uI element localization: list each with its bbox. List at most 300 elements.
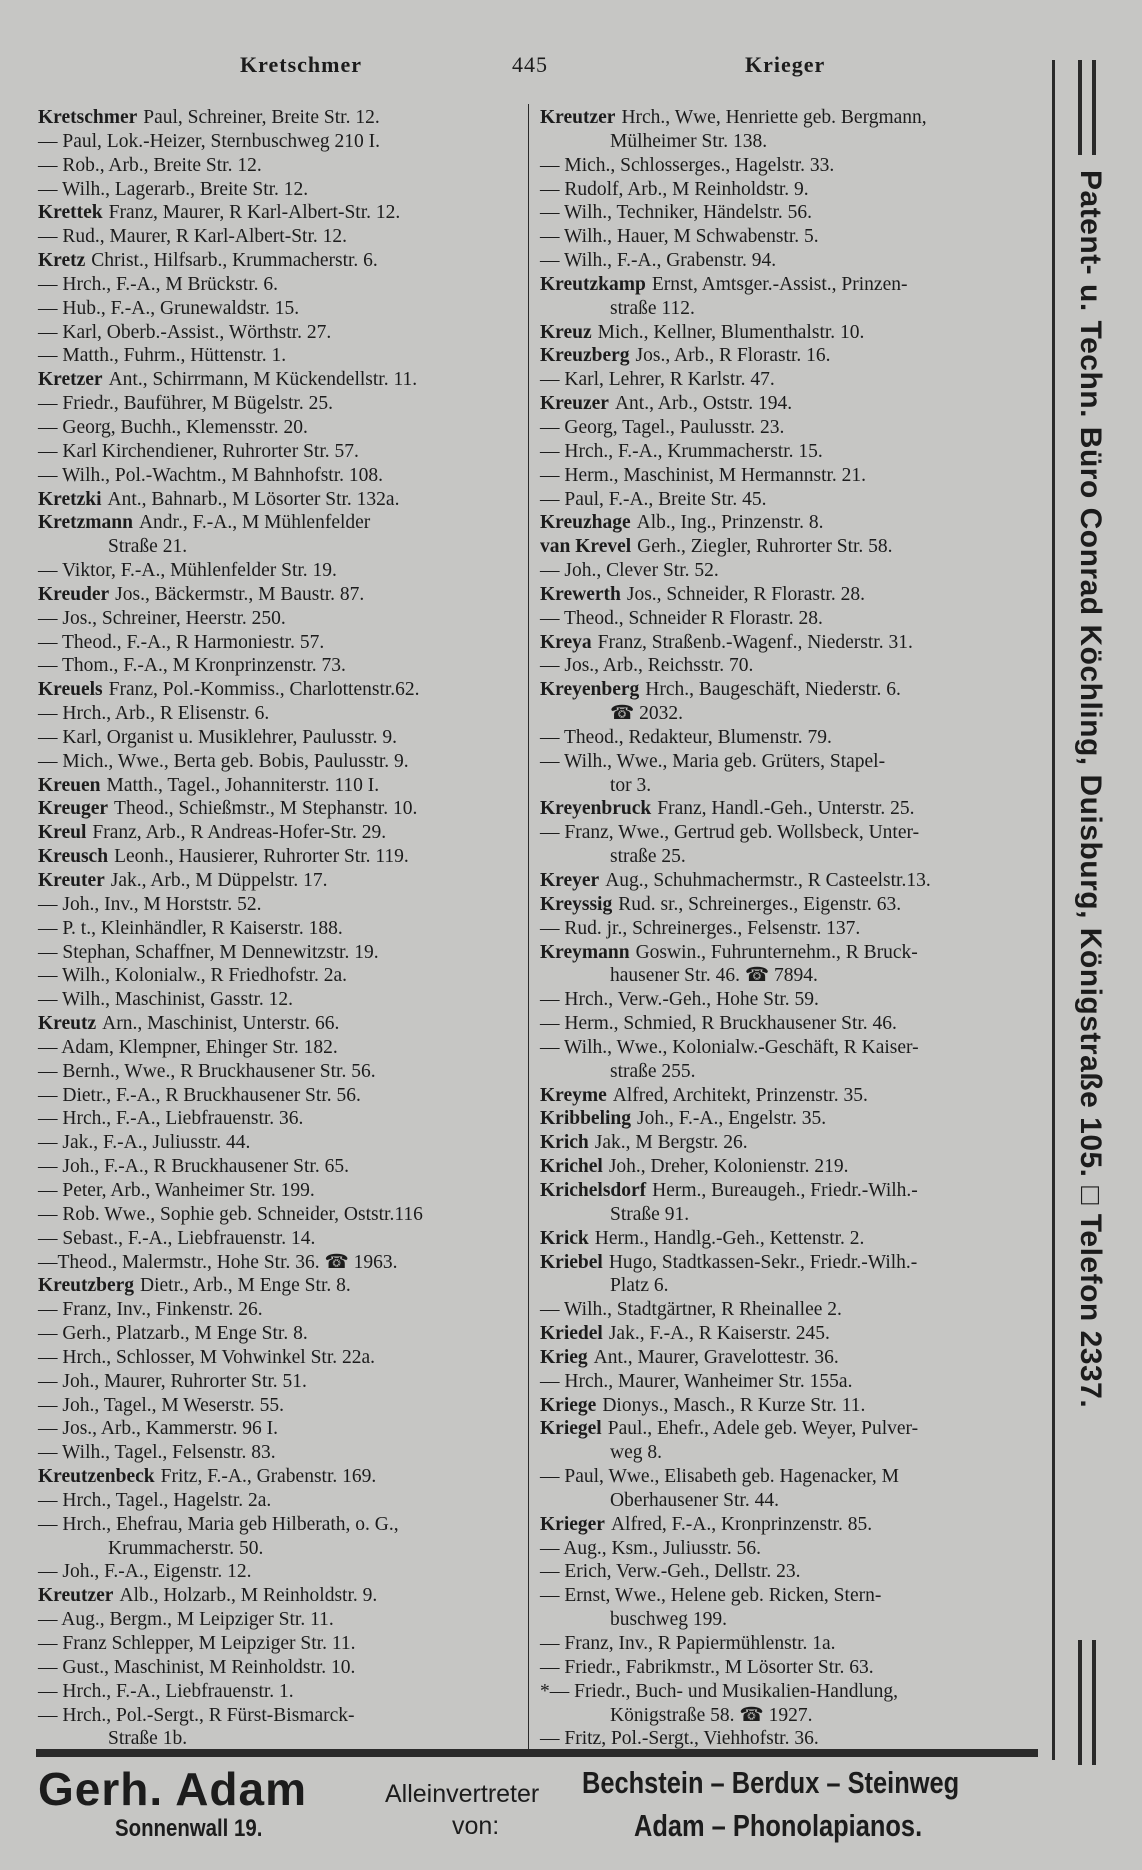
directory-entry: [540, 1513, 1030, 1537]
directory-entry: [540, 1227, 1030, 1251]
entry-text: Franz, Pol.-Kommiss., Charlottenstr.62.: [108, 679, 420, 701]
surname: Kreutz: [38, 1013, 97, 1035]
entry-text: — Karl, Organist u. Musiklehrer, Paulusstr. 9.: [38, 726, 398, 748]
entry-text: — Wilh., F.-A., Grabenstr. 94.: [540, 250, 777, 272]
directory-entry: [540, 1346, 1030, 1370]
surname: Kreuder: [38, 583, 110, 605]
directory-entry: [540, 1155, 1030, 1179]
ad-address: Sonnenwall 19.: [115, 1815, 263, 1842]
entry-text: Christ., Hilfsarb., Krummacherstr. 6.: [91, 250, 378, 272]
entry-text: — Aug., Bergm., M Leipziger Str. 11.: [38, 1609, 334, 1631]
directory-entry: [38, 297, 528, 321]
directory-entry: [38, 1227, 528, 1251]
entry-text: — P. t., Kleinhändler, R Kaiserstr. 188.: [38, 917, 343, 939]
directory-entry: [38, 845, 528, 869]
entry-text: Jos., Arb., R Florastr. 16.: [635, 345, 831, 367]
entry-continuation: [540, 1704, 1030, 1728]
entry-text: Königstraße 58. ☎ 1927.: [610, 1704, 813, 1726]
entry-text: — Wilh., Tagel., Felsenstr. 83.: [38, 1442, 276, 1464]
entry-text: Paul., Ehefr., Adele geb. Weyer, Pulver-: [607, 1418, 919, 1440]
directory-entry: [38, 631, 528, 655]
entry-text: — Jak., F.-A., Juliusstr. 44.: [38, 1132, 251, 1154]
entry-text: Herm., Bureaugeh., Friedr.-Wilh.-: [652, 1179, 918, 1201]
entry-text: Straße 91.: [610, 1203, 690, 1225]
entry-text: tor 3.: [610, 774, 652, 796]
directory-entry: [38, 1656, 528, 1680]
directory-entry: [540, 201, 1030, 225]
directory-entry: [540, 821, 1030, 845]
entry-text: Hrch., Baugeschäft, Niederstr. 6.: [645, 679, 901, 701]
entry-text: Franz, Straßenb.-Wagenf., Niederstr. 31.: [597, 631, 913, 653]
directory-entry: [38, 750, 528, 774]
directory-entry: [38, 1251, 528, 1275]
directory-entry: [540, 368, 1030, 392]
directory-entry: [38, 797, 528, 821]
entry-text: — Hrch., Ehefrau, Maria geb Hilberath, o. G.,: [38, 1513, 399, 1535]
surname: Kreuzberg: [540, 345, 630, 367]
directory-entry: [540, 559, 1030, 583]
entry-text: Paul, Schreiner, Breite Str. 12.: [143, 107, 380, 128]
directory-entry: [540, 178, 1030, 202]
running-head-left: Kretschmer: [240, 52, 362, 77]
entry-text: — Hub., F.-A., Grunewaldstr. 15.: [38, 297, 300, 319]
left-column: [38, 106, 528, 1751]
directory-entry: [540, 1322, 1030, 1346]
entry-text: — Adam, Klempner, Ehinger Str. 182.: [38, 1036, 338, 1058]
entry-text: Rud. sr., Schreinerges., Eigenstr. 63.: [618, 893, 902, 915]
entry-text: Oberhausener Str. 44.: [610, 1489, 779, 1511]
directory-entry: [540, 1107, 1030, 1131]
directory-entry: [38, 1179, 528, 1203]
directory-entry: [38, 1084, 528, 1108]
directory-entry: [38, 1560, 528, 1584]
entry-text: Dionys., Masch., R Kurze Str. 11.: [602, 1394, 866, 1416]
surname: Kretzmann: [38, 512, 133, 534]
entry-text: — Hrch., F.-A., Krummacherstr. 15.: [540, 440, 823, 462]
directory-entry: [38, 273, 528, 297]
directory-entry: [540, 106, 1030, 130]
entry-text: — Stephan, Schaffner, M Dennewitzstr. 19.: [38, 941, 379, 963]
right-column: [540, 106, 1030, 1751]
directory-entry: [540, 583, 1030, 607]
directory-entry: [38, 893, 528, 917]
entry-text: ☎ 2032.: [610, 703, 684, 725]
entry-text: — Theod., F.-A., R Harmoniestr. 57.: [38, 631, 325, 653]
ad-role-1: Alleinvertreter: [385, 1780, 540, 1808]
directory-entry: [38, 869, 528, 893]
surname: Krettek: [38, 202, 103, 224]
directory-entry: [540, 678, 1030, 702]
entry-text: — Fritz, Pol.-Sergt., Viehhofstr. 36.: [540, 1728, 819, 1750]
surname: Krich: [540, 1132, 589, 1154]
directory-entry: [540, 321, 1030, 345]
ad-company-name: Gerh. Adam: [38, 1763, 308, 1815]
directory-entry: [38, 106, 528, 130]
surname: Kribbeling: [540, 1108, 632, 1130]
surname: Kreutzer: [38, 1585, 114, 1607]
entry-text: — Mich., Wwe., Berta geb. Bobis, Paulusstr. 9.: [38, 750, 409, 772]
entry-text: —Theod., Malermstr., Hohe Str. 36. ☎ 1963.: [38, 1251, 398, 1273]
surname: Kretz: [38, 250, 86, 272]
entry-text: — Dietr., F.-A., R Bruckhausener Str. 56.: [38, 1084, 361, 1106]
directory-entry: [540, 1560, 1030, 1584]
entry-text: — Mich., Schlosserges., Hagelstr. 33.: [540, 154, 835, 176]
entry-text: — Franz, Inv., R Papiermühlenstr. 1a.: [540, 1633, 836, 1654]
directory-entry: [38, 1036, 528, 1060]
entry-text: Joh., Dreher, Kolonienstr. 219.: [608, 1156, 849, 1178]
entry-text: — Herm., Schmied, R Bruckhausener Str. 46.: [540, 1013, 897, 1035]
surname: Kreuzhage: [540, 512, 631, 534]
directory-entry: [38, 1417, 528, 1441]
entry-text: — Wilh., Techniker, Händelstr. 56.: [540, 202, 813, 224]
directory-entry: [540, 1394, 1030, 1418]
entry-continuation: [540, 964, 1030, 988]
entry-text: Leonh., Hausierer, Ruhrorter Str. 119.: [114, 846, 409, 868]
entry-continuation: [540, 702, 1030, 726]
entry-text: Hugo, Stadtkassen-Sekr., Friedr.-Wilh.-: [608, 1251, 918, 1273]
entry-text: — Wilh., Wwe., Kolonialw.-Geschäft, R Kaiser-: [540, 1036, 919, 1058]
entry-text: Matth., Tagel., Johanniterstr. 110 I.: [106, 774, 380, 796]
directory-entry: [540, 1417, 1030, 1441]
entry-text: — Paul, Wwe., Elisabeth geb. Hagenacker, M: [540, 1466, 899, 1488]
directory-entry: [540, 1012, 1030, 1036]
directory-entry: [540, 154, 1030, 178]
directory-entry: [38, 774, 528, 798]
entry-text: Gerh., Ziegler, Ruhrorter Str. 58.: [637, 536, 893, 558]
directory-entry: [38, 1370, 528, 1394]
surname: Kreyssig: [540, 893, 613, 915]
entry-text: — Wilh., Hauer, M Schwabenstr. 5.: [540, 226, 819, 248]
entry-text: — Joh., F.-A., R Bruckhausener Str. 65.: [38, 1156, 349, 1178]
surname: Kreya: [540, 631, 592, 653]
entry-text: Jos., Bäckermstr., M Baustr. 87.: [115, 583, 365, 605]
directory-entry: [540, 1656, 1030, 1680]
entry-text: Aug., Schuhmachermstr., R Casteelstr.13.: [605, 870, 931, 891]
entry-text: — Joh., Maurer, Ruhrorter Str. 51.: [38, 1370, 307, 1392]
entry-continuation: [38, 1727, 528, 1751]
entry-text: — Friedr., Bauführer, M Bügelstr. 25.: [38, 393, 333, 415]
entry-text: Herm., Handlg.-Geh., Kettenstr. 2.: [594, 1227, 865, 1249]
surname: Kretzer: [38, 369, 103, 391]
directory-entry: [38, 726, 528, 750]
entry-continuation: [540, 1203, 1030, 1227]
directory-entry: [38, 964, 528, 988]
entry-continuation: [540, 1608, 1030, 1632]
directory-entry: [38, 201, 528, 225]
entry-text: Hrch., Wwe, Henriette geb. Bergmann,: [621, 107, 927, 128]
entry-text: Alb., Holzarb., M Reinholdstr. 9.: [119, 1585, 378, 1607]
surname: Krichel: [540, 1156, 603, 1178]
directory-entry: [540, 1680, 1030, 1704]
directory-entry: [38, 1131, 528, 1155]
directory-entry: [540, 941, 1030, 965]
directory-entry: [38, 988, 528, 1012]
entry-text: Franz, Handl.-Geh., Unterstr. 25.: [657, 798, 915, 820]
directory-entry: [540, 869, 1030, 893]
directory-entry: [540, 464, 1030, 488]
entry-text: — Jos., Arb., Reichsstr. 70.: [540, 655, 754, 677]
directory-entry: [38, 130, 528, 154]
entry-text: Straße 1b.: [108, 1728, 188, 1750]
entry-text: hausener Str. 46. ☎ 7894.: [610, 965, 818, 987]
surname: Kriegel: [540, 1418, 602, 1440]
entry-continuation: [540, 1060, 1030, 1084]
entry-text: Ant., Maurer, Gravelottestr. 36.: [593, 1346, 839, 1368]
directory-entry: [38, 416, 528, 440]
entry-text: — Hrch., Pol.-Sergt., R Fürst-Bismarck-: [38, 1704, 355, 1726]
directory-entry: [38, 368, 528, 392]
entry-text: — Paul, Lok.-Heizer, Sternbuschweg 210 I.: [38, 130, 381, 152]
surname: Kreutzkamp: [540, 273, 646, 295]
directory-entry: [540, 1584, 1030, 1608]
directory-entry: [540, 1084, 1030, 1108]
directory-entry: [38, 392, 528, 416]
surname: Kreyenberg: [540, 679, 640, 701]
directory-entry: [38, 1513, 528, 1537]
entry-text: Andr., F.-A., M Mühlenfelder: [138, 512, 371, 534]
entry-text: — Hrch., F.-A., M Brückstr. 6.: [38, 273, 279, 295]
entry-text: — Friedr., Fabrikmstr., M Lösorter Str. 63.: [540, 1656, 874, 1678]
entry-text: — Franz, Wwe., Gertrud geb. Wollsbeck, Unter-: [540, 822, 920, 844]
directory-entry: [38, 1322, 528, 1346]
entry-text: — Joh., Clever Str. 52.: [540, 560, 719, 582]
directory-entry: [540, 440, 1030, 464]
directory-entry: [38, 559, 528, 583]
directory-entry: [540, 797, 1030, 821]
directory-entry: [540, 654, 1030, 678]
directory-entry: [38, 1155, 528, 1179]
directory-entry: [38, 344, 528, 368]
entry-text: — Aug., Ksm., Juliusstr. 56.: [540, 1537, 762, 1559]
directory-entry: [540, 511, 1030, 535]
entry-text: — Gust., Maschinist, M Reinholdstr. 10.: [38, 1656, 356, 1678]
entry-continuation: [540, 1489, 1030, 1513]
surname: Kriebel: [540, 1251, 603, 1273]
directory-entry: [38, 607, 528, 631]
entry-text: Ant., Arb., Oststr. 194.: [614, 393, 793, 415]
directory-entry: [38, 511, 528, 535]
directory-entry: [540, 392, 1030, 416]
entry-text: straße 255.: [610, 1060, 696, 1082]
ad-brands-2: Adam – Phonolapianos.: [634, 1808, 923, 1843]
surname: Kreyme: [540, 1084, 607, 1106]
surname: Kreuzer: [540, 393, 609, 415]
entry-text: — Hrch., Arb., R Elisenstr. 6.: [38, 703, 270, 725]
entry-text: Mülheimer Str. 138.: [610, 130, 768, 152]
directory-entry: [540, 750, 1030, 774]
entry-text: — Hrch., Verw.-Geh., Hohe Str. 59.: [540, 989, 819, 1011]
entry-text: Alb., Ing., Prinzenstr. 8.: [636, 512, 824, 534]
directory-entry: [540, 1036, 1030, 1060]
entry-text: — Joh., Tagel., M Weserstr. 55.: [38, 1394, 285, 1416]
entry-text: — Hrch., Schlosser, M Vohwinkel Str. 22a.: [38, 1346, 376, 1368]
right-border-rule: [1052, 60, 1055, 1760]
directory-entry: [540, 726, 1030, 750]
surname: Kreul: [38, 822, 87, 844]
directory-entry: [38, 321, 528, 345]
entry-text: Dietr., Arb., M Enge Str. 8.: [140, 1275, 351, 1297]
entry-continuation: [540, 845, 1030, 869]
surname: Kreutzenbeck: [38, 1466, 155, 1488]
entry-text: Jak., Arb., M Düppelstr. 17.: [110, 870, 328, 891]
directory-entry: [38, 1012, 528, 1036]
directory-entry: [38, 1346, 528, 1370]
entry-text: Fritz, F.-A., Grabenstr. 169.: [160, 1466, 377, 1488]
directory-entry: [38, 1394, 528, 1418]
entry-continuation: [38, 535, 528, 559]
surname: Kretzki: [38, 488, 102, 510]
entry-text: — Matth., Fuhrm., Hüttenstr. 1.: [38, 345, 287, 367]
entry-text: — Paul, F.-A., Breite Str. 45.: [540, 488, 767, 510]
entry-text: Joh., F.-A., Engelstr. 35.: [637, 1108, 827, 1130]
entry-text: — Ernst, Wwe., Helene geb. Ricken, Stern-: [540, 1585, 882, 1607]
directory-entry: [540, 988, 1030, 1012]
entry-text: — Hrch., Maurer, Wanheimer Str. 155a.: [540, 1370, 853, 1392]
entry-text: — Theod., Redakteur, Blumenstr. 79.: [540, 726, 832, 748]
entry-continuation: [540, 130, 1030, 154]
directory-entry: [540, 917, 1030, 941]
directory-entry: [540, 1179, 1030, 1203]
ad-separator-rule: [36, 1749, 1038, 1757]
directory-entry: [38, 1298, 528, 1322]
directory-entry: [540, 535, 1030, 559]
entry-text: Theod., Schießmstr., M Stephanstr. 10.: [114, 798, 418, 820]
directory-entry: [38, 178, 528, 202]
directory-entry: [38, 440, 528, 464]
ad-role-2: von:: [452, 1812, 500, 1840]
entry-text: — Karl Kirchendiener, Ruhrorter Str. 57.: [38, 440, 359, 462]
entry-text: — Wilh., Wwe., Maria geb. Grüters, Stapel-: [540, 750, 886, 772]
surname: Kreuen: [38, 774, 101, 796]
entry-continuation: [540, 1274, 1030, 1298]
entry-text: Straße 21.: [108, 536, 188, 558]
directory-entry: [540, 1131, 1030, 1155]
directory-entry: [38, 249, 528, 273]
surname: Kretschmer: [38, 107, 138, 128]
surname: Kreutzer: [540, 107, 616, 128]
directory-entry: [38, 678, 528, 702]
surname: Kreuels: [38, 679, 103, 701]
entry-text: — Viktor, F.-A., Mühlenfelder Str. 19.: [38, 560, 337, 582]
entry-text: Alfred, F.-A., Kronprinzenstr. 85.: [610, 1513, 873, 1535]
directory-entry: [38, 1608, 528, 1632]
entry-text: Goswin., Fuhrunternehm., R Bruck-: [635, 941, 918, 963]
entry-text: — Hrch., F.-A., Liebfrauenstr. 36.: [38, 1108, 304, 1130]
directory-entry: [38, 1680, 528, 1704]
entry-text: Jak., M Bergstr. 26.: [594, 1132, 748, 1154]
surname: Krieg: [540, 1346, 588, 1368]
entry-text: — Wilh., Maschinist, Gasstr. 12.: [38, 989, 294, 1011]
entry-text: — Rud. jr., Schreinerges., Felsenstr. 137.: [540, 917, 861, 939]
directory-entry: [540, 1465, 1030, 1489]
entry-text: *— Friedr., Buch- und Musikalien-Handlung,: [540, 1680, 898, 1702]
surname: Kreusch: [38, 846, 109, 868]
entry-text: — Bernh., Wwe., R Bruckhausener Str. 56.: [38, 1060, 376, 1082]
surname: Krichelsdorf: [540, 1179, 647, 1201]
directory-entry: [38, 464, 528, 488]
surname: Kreuger: [38, 798, 109, 820]
entry-text: — Thom., F.-A., M Kronprinzenstr. 73.: [38, 655, 346, 677]
directory-entry: [38, 1274, 528, 1298]
directory-entry: [38, 654, 528, 678]
directory-entry: [540, 1727, 1030, 1751]
entry-text: — Herm., Maschinist, M Hermannstr. 21.: [540, 464, 867, 486]
surname: Kreyer: [540, 870, 600, 891]
directory-entry: [540, 225, 1030, 249]
entry-text: — Franz Schlepper, M Leipziger Str. 11.: [38, 1633, 356, 1654]
entry-text: — Franz, Inv., Finkenstr. 26.: [38, 1299, 263, 1321]
entry-text: — Theod., Schneider R Florastr. 28.: [540, 607, 823, 629]
surname: Krick: [540, 1227, 589, 1249]
directory-entry: [38, 225, 528, 249]
entry-text: — Georg, Buchh., Klemensstr. 20.: [38, 416, 308, 438]
surname: Kriedel: [540, 1323, 603, 1345]
directory-entry: [38, 1632, 528, 1656]
directory-entry: [38, 1203, 528, 1227]
entry-text: Jos., Schneider, R Florastr. 28.: [626, 583, 865, 605]
entry-text: — Peter, Arb., Wanheimer Str. 199.: [38, 1179, 315, 1201]
surname: van Krevel: [540, 536, 632, 558]
directory-entry: [38, 488, 528, 512]
entry-text: Mich., Kellner, Blumenthalstr. 10.: [597, 321, 865, 343]
directory-entry: [540, 249, 1030, 273]
entry-text: — Sebast., F.-A., Liebfrauenstr. 14.: [38, 1227, 316, 1249]
entry-text: — Rudolf, Arb., M Reinholdstr. 9.: [540, 178, 809, 200]
entry-text: — Karl, Lehrer, R Karlstr. 47.: [540, 369, 775, 391]
entry-text: — Erich, Verw.-Geh., Dellstr. 23.: [540, 1561, 801, 1583]
entry-text: — Joh., Inv., M Horststr. 52.: [38, 893, 262, 915]
directory-entry: [38, 1060, 528, 1084]
directory-entry: [540, 1251, 1030, 1275]
entry-text: Franz, Arb., R Andreas-Hofer-Str. 29.: [92, 822, 387, 844]
entry-text: Alfred, Architekt, Prinzenstr. 35.: [612, 1084, 868, 1106]
entry-text: buschweg 199.: [610, 1609, 727, 1631]
entry-text: Krummacherstr. 50.: [108, 1537, 264, 1559]
directory-entry: [540, 1632, 1030, 1656]
directory-entry: [540, 416, 1030, 440]
entry-text: straße 25.: [610, 846, 686, 868]
surname: Kreuter: [38, 870, 105, 891]
entry-text: Arn., Maschinist, Unterstr. 66.: [102, 1013, 340, 1035]
surname: Krieger: [540, 1513, 605, 1535]
surname: Kreymann: [540, 941, 630, 963]
surname: Kreutzberg: [38, 1275, 135, 1297]
entry-text: — Rob., Arb., Breite Str. 12.: [38, 154, 262, 176]
directory-entry: [540, 1298, 1030, 1322]
directory-entry: [38, 1704, 528, 1728]
directory-entry: [540, 607, 1030, 631]
entry-continuation: [540, 774, 1030, 798]
entry-text: Ernst, Amtsger.-Assist., Prinzen-: [651, 273, 908, 295]
directory-entry: [540, 893, 1030, 917]
entry-text: — Wilh., Stadtgärtner, R Rheinallee 2.: [540, 1299, 842, 1321]
entry-text: — Jos., Arb., Kammerstr. 96 I.: [38, 1418, 278, 1440]
entry-text: Jak., F.-A., R Kaiserstr. 245.: [608, 1323, 830, 1345]
side-rule-top-1: [1078, 60, 1082, 155]
entry-text: weg 8.: [610, 1442, 662, 1464]
side-advertisement: Patent- u. Techn. Büro Conrad Köchling, Duisburg, Königstraße 105. □ Telefon 2337.: [1074, 170, 1107, 1409]
entry-text: — Georg, Tagel., Paulusstr. 23.: [540, 416, 785, 438]
entry-text: Platz 6.: [610, 1275, 669, 1297]
directory-entry: [38, 1584, 528, 1608]
directory-entry: [540, 1537, 1030, 1561]
entry-text: — Wilh., Kolonialw., R Friedhofstr. 2a.: [38, 965, 348, 987]
entry-text: — Rud., Maurer, R Karl-Albert-Str. 12.: [38, 226, 348, 248]
directory-entry: [540, 344, 1030, 368]
entry-text: straße 112.: [610, 297, 695, 319]
surname: Kreyenbruck: [540, 798, 652, 820]
directory-entry: [540, 488, 1030, 512]
